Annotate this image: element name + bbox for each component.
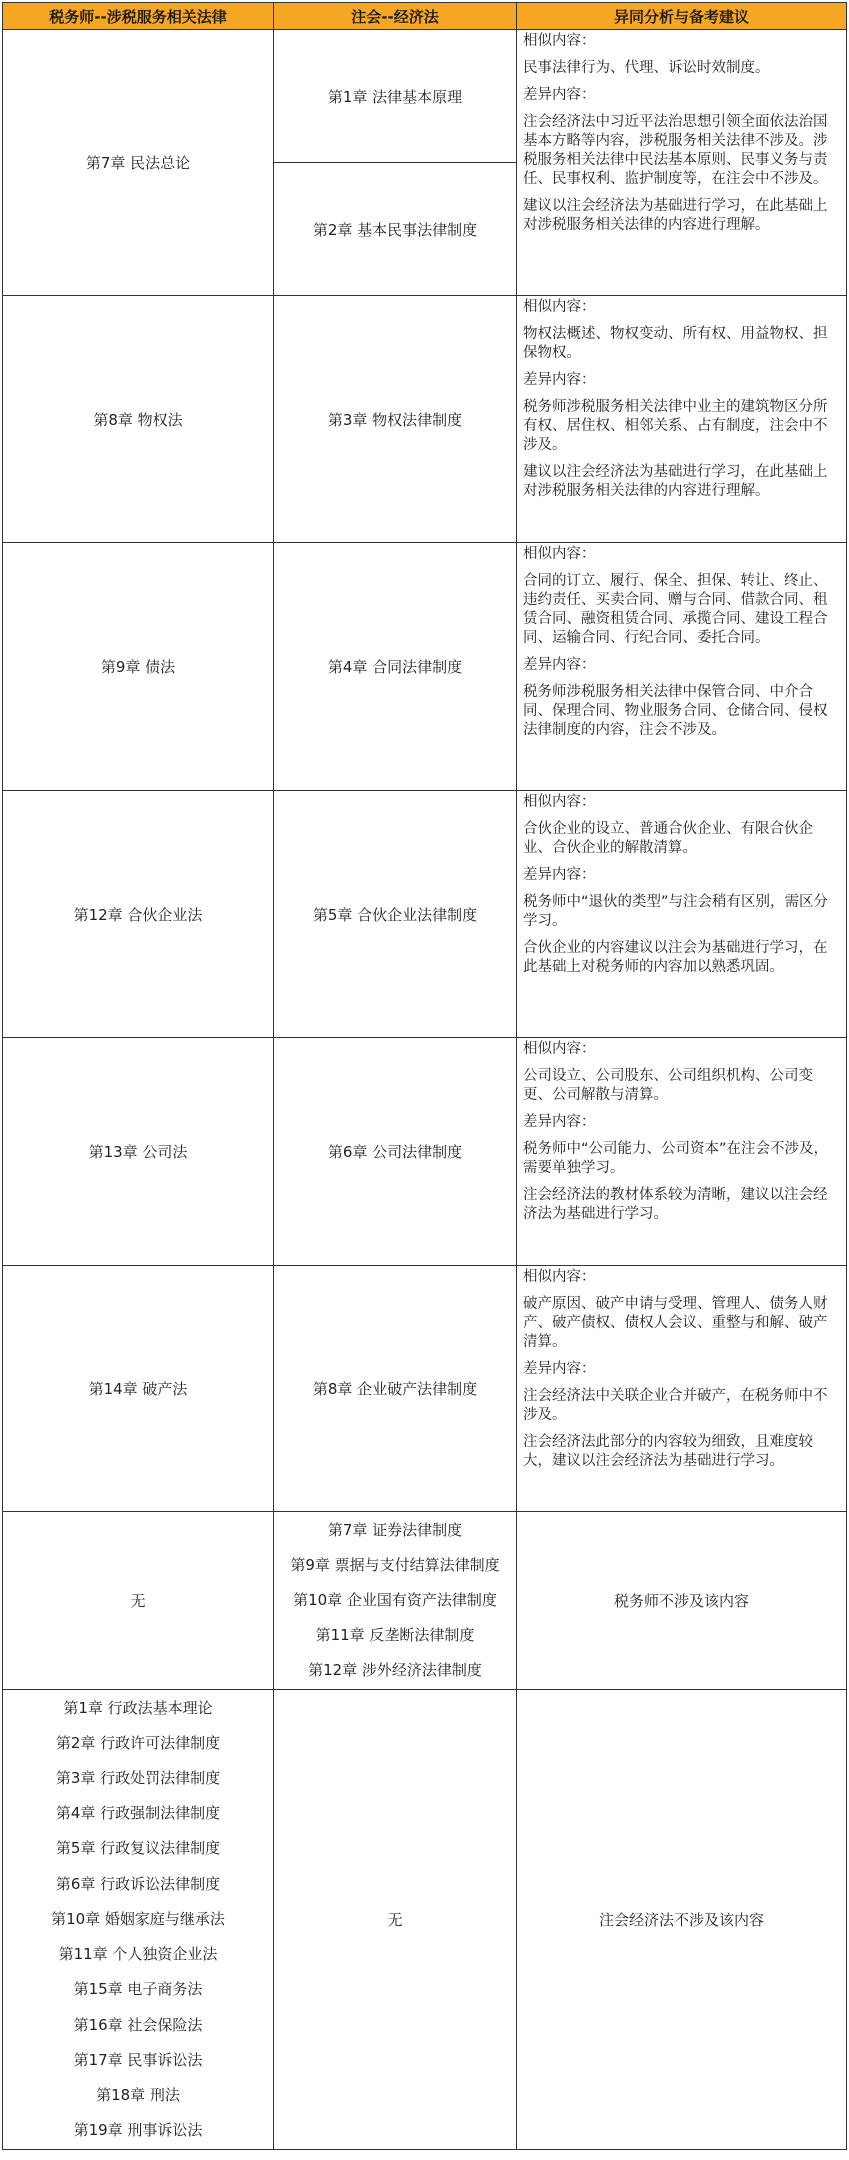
difference-content: 税务师中“退伙的类型”与注会稍有区别，需区分学习。 <box>523 894 829 929</box>
tax-chapter-cell: 第9章 债法 <box>3 543 274 791</box>
tax-chapter-item: 第15章 电子商务法 <box>73 1980 203 1999</box>
analysis-cell <box>517 543 847 791</box>
similar-content: 合伙企业的设立、普通合伙企业、有限合伙企业、合伙企业的解散清算。 <box>523 821 813 856</box>
difference-content: 税务师涉税服务相关法律中保管合同、中介合同、保理合同、物业服务合同、仓储合同、侵权法律制度的内容，注会不涉及。 <box>523 684 828 738</box>
comparison-table <box>2 2 847 2150</box>
difference-label: 差异内容： <box>523 1361 596 1377</box>
similar-content: 公司设立、公司股东、公司组织机构、公司变更、公司解散与清算。 <box>523 1068 813 1103</box>
table-row <box>3 30 847 163</box>
difference-label: 差异内容： <box>523 657 596 673</box>
tax-chapter-item: 第5章 行政复议法律制度 <box>55 1839 221 1858</box>
difference-content: 税务师中“公司能力、公司资本”在注会不涉及，需要单独学习。 <box>523 1141 829 1176</box>
note-cell: 税务师不涉及该内容 <box>517 1512 847 1690</box>
table-row <box>3 1690 847 2150</box>
difference-label: 差异内容： <box>523 867 596 883</box>
similar-content: 破产原因、破产申请与受理、管理人、债务人财产、破产债权、债权人会议、重整与和解、破产清算。 <box>523 1296 828 1350</box>
similar-content: 合同的订立、履行、保全、担保、转让、终止、违约责任、买卖合同、赠与合同、借款合同、租赁合同、融资租赁合同、承揽合同、建设工程合同、运输合同、行纪合同、委托合同。 <box>523 573 828 646</box>
analysis-cell <box>517 1038 847 1266</box>
similar-label: 相似内容： <box>523 794 596 810</box>
tax-chapter-list <box>11 1691 265 2149</box>
similar-content: 物权法概述、物权变动、所有权、用益物权、担保物权。 <box>523 326 828 361</box>
header-tax-law: 税务师--涉税服务相关法律 <box>3 3 274 30</box>
tax-chapter-cell: 第13章 公司法 <box>3 1038 274 1266</box>
study-advice: 注会经济法此部分的内容较为细致，且难度较大，建议以注会经济法为基础进行学习。 <box>523 1434 813 1469</box>
tax-chapter-cell: 第14章 破产法 <box>3 1266 274 1512</box>
tax-chapter-item: 第11章 个人独资企业法 <box>58 1945 218 1964</box>
cpa-chapter-list <box>282 1513 508 1688</box>
header-cpa-economic-law: 注会--经济法 <box>274 3 517 30</box>
tax-chapter-cell: 第7章 民法总论 <box>3 30 274 296</box>
cpa-chapter-cell: 第1章 法律基本原理 <box>274 30 517 163</box>
analysis-cell <box>517 791 847 1038</box>
similar-label: 相似内容： <box>523 33 596 49</box>
tax-chapter-item: 第18章 刑法 <box>96 2085 180 2104</box>
table-row <box>3 543 847 791</box>
study-advice: 合伙企业的内容建议以注会为基础进行学习，在此基础上对税务师的内容加以熟悉巩固。 <box>523 940 828 975</box>
cpa-chapter-item: 第9章 票据与支付结算法律制度 <box>290 1556 500 1574</box>
cpa-chapter-item: 第12章 涉外经济法律制度 <box>308 1661 482 1679</box>
tax-chapter-item: 第2章 行政许可法律制度 <box>55 1733 221 1752</box>
similar-content: 民事法律行为、代理、诉讼时效制度。 <box>523 60 770 76</box>
analysis-cell <box>517 30 847 296</box>
header-analysis: 异同分析与备考建议 <box>517 3 847 30</box>
tax-chapter-item: 第4章 行政强制法律制度 <box>55 1804 221 1823</box>
header-row <box>3 3 847 30</box>
cpa-chapter-cell: 第4章 合同法律制度 <box>274 543 517 791</box>
cpa-chapter-cell: 第2章 基本民事法律制度 <box>274 163 517 296</box>
difference-content: 注会经济法中习近平法治思想引领全面依法治国基本方略等内容，涉税服务相关法律不涉及。涉税服务相关法律中民法基本原则、民事义务与责任、民事权利、监护制度等，在注会中不涉及。 <box>523 114 828 187</box>
tax-chapter-item: 第6章 行政诉讼法律制度 <box>55 1874 221 1893</box>
note-cell: 注会经济法不涉及该内容 <box>517 1690 847 2150</box>
difference-content: 注会经济法中关联企业合并破产，在税务师中不涉及。 <box>523 1388 828 1423</box>
table-row <box>3 1512 847 1690</box>
difference-label: 差异内容： <box>523 372 596 388</box>
table-row <box>3 791 847 1038</box>
tax-chapter-cell: 无 <box>3 1512 274 1690</box>
table-row <box>3 1038 847 1266</box>
cpa-chapter-cell: 无 <box>274 1690 517 2150</box>
similar-label: 相似内容： <box>523 1041 596 1057</box>
tax-chapter-item: 第19章 刑事诉讼法 <box>73 2121 203 2140</box>
cpa-chapter-item: 第10章 企业国有资产法律制度 <box>293 1591 497 1609</box>
cpa-chapter-item: 第11章 反垄断法律制度 <box>315 1626 475 1644</box>
tax-chapter-list-cell <box>3 1690 274 2150</box>
difference-label: 差异内容： <box>523 87 596 103</box>
table-row <box>3 1266 847 1512</box>
cpa-chapter-cell: 第6章 公司法律制度 <box>274 1038 517 1266</box>
difference-content: 税务师涉税服务相关法律中业主的建筑物区分所有权、居住权、相邻关系、占有制度，注会中不涉及。 <box>523 399 828 453</box>
cpa-chapter-cell: 第8章 企业破产法律制度 <box>274 1266 517 1512</box>
cpa-chapter-cell: 第5章 合伙企业法律制度 <box>274 791 517 1038</box>
similar-label: 相似内容： <box>523 546 596 562</box>
similar-label: 相似内容： <box>523 299 596 315</box>
tax-chapter-item: 第10章 婚姻家庭与继承法 <box>51 1909 225 1928</box>
study-advice: 注会经济法的教材体系较为清晰，建议以注会经济法为基础进行学习。 <box>523 1187 828 1222</box>
tax-chapter-item: 第17章 民事诉讼法 <box>73 2050 203 2069</box>
cpa-chapter-item: 第7章 证券法律制度 <box>327 1521 463 1539</box>
difference-label: 差异内容： <box>523 1114 596 1130</box>
table-row <box>3 296 847 543</box>
analysis-cell <box>517 1266 847 1512</box>
study-advice: 建议以注会经济法为基础进行学习，在此基础上对涉税服务相关法律的内容进行理解。 <box>523 464 828 499</box>
tax-chapter-cell: 第8章 物权法 <box>3 296 274 543</box>
tax-chapter-item: 第3章 行政处罚法律制度 <box>55 1769 221 1788</box>
tax-chapter-cell: 第12章 合伙企业法 <box>3 791 274 1038</box>
tax-chapter-item: 第16章 社会保险法 <box>73 2015 203 2034</box>
study-advice: 建议以注会经济法为基础进行学习，在此基础上对涉税服务相关法律的内容进行理解。 <box>523 198 828 233</box>
analysis-cell <box>517 296 847 543</box>
cpa-chapter-list-cell <box>274 1512 517 1690</box>
similar-label: 相似内容： <box>523 1269 596 1285</box>
tax-chapter-item: 第1章 行政法基本理论 <box>63 1698 213 1717</box>
cpa-chapter-cell: 第3章 物权法律制度 <box>274 296 517 543</box>
